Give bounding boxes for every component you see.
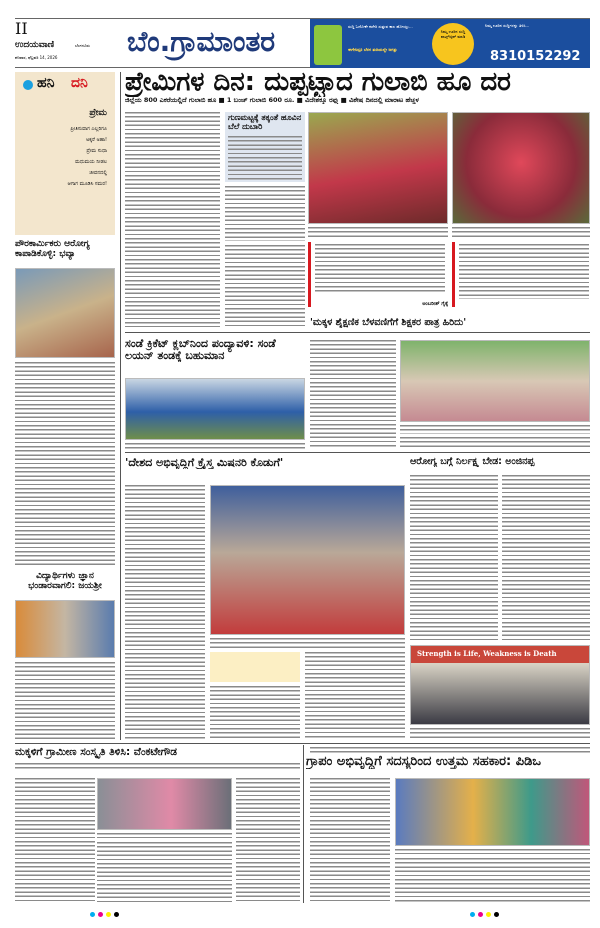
body-text [228, 136, 302, 180]
kicker [310, 747, 590, 753]
ad-line2: ಈಗೇನಿದ್ರೂ ಬೆರಳ ತುದಿಯಲ್ಲೇ ಜಗತ್ತು [348, 47, 398, 52]
photo-rose-bunch [452, 112, 590, 224]
black-dot [494, 912, 499, 917]
photo-pourakarmika [15, 268, 115, 358]
headline-culture: ಮಕ್ಕಳಿಗೆ ಗ್ರಾಮೀಣ ಸಂಸ್ಕೃತಿ ತಿಳಿಸಿ: ವೆಂಕಟೇಗೌಡ [15, 747, 177, 758]
headline-missionary: 'ದೇಶದ ಅಭಿವೃದ್ಧಿಗೆ ಕ್ರೈಸ್ತ ಮಿಷನರಿ ಕೊಡುಗೆ' [125, 457, 284, 469]
yellow-dot [106, 912, 111, 917]
hani-dani-box [15, 72, 115, 235]
quote-text [315, 244, 445, 294]
photo-students [15, 600, 115, 658]
body-text [210, 686, 300, 740]
highlight-box [210, 652, 300, 682]
page-number: II [15, 19, 28, 38]
yellow-dot [486, 912, 491, 917]
poem-line: ಆಗಾಗ ಮೂಡಿಸಿ ಸಮರ! [67, 181, 107, 187]
drop-icon [23, 80, 33, 90]
paper-name: ಉದಯವಾಣಿ [15, 40, 55, 50]
photo-women-group [395, 778, 590, 846]
photo-school-event [400, 340, 590, 422]
caption [125, 443, 305, 451]
body-text [400, 437, 590, 448]
body-text [15, 362, 115, 567]
city: ಬೆಂಗಳೂರು [75, 43, 90, 48]
box-title: ಗುಣಮಟ್ಟಕ್ಕೆ ತಕ್ಕಂತೆ ಹೂವಿನ ಬೆಲೆ ದುಬಾರಿ [228, 114, 302, 131]
black-dot [114, 912, 119, 917]
section-divider [15, 743, 590, 744]
caption [452, 227, 590, 237]
byline: ಅಂಬರೀಶ್ ಗೈಕ್ಕೆ [422, 301, 448, 307]
phone-hand-icon [314, 25, 342, 65]
poem-line: ಪ್ರೀತಿಸುವಾಗ ಎಲ್ಲರಿಗೂ [70, 126, 107, 132]
headline-students: ವಿದ್ಯಾರ್ಥಿಗಳು ಜ್ಞಾನ ಭಂಡಾರವಾಗಲಿ: ಜಯಶ್ರೀ [28, 572, 102, 591]
dani-title: ದನಿ [71, 75, 88, 91]
photo-rose-farm [308, 112, 448, 224]
caption [400, 425, 590, 434]
headline-cricket: ಸಂಡೆ ಕ್ರಿಕೆಟ್ ಕ್ಲಬ್‌ನಿಂದ ಪಂದ್ಯಾವಳಿ: ಸಂಡೆ ಲಯನ್ ತಂಡಕ್ಕೆ ಬಹುಮಾನ [125, 338, 276, 363]
body-text [15, 778, 95, 903]
body-text [305, 652, 405, 740]
quote-box [452, 242, 590, 307]
body-text [502, 475, 590, 640]
section-divider [125, 332, 590, 333]
cyan-dot [470, 912, 475, 917]
poem-line: ಮಧುಮಯ ನೀಡಲ [75, 159, 107, 165]
headline-health: ಆರೋಗ್ಯ ಬಗ್ಗೆ ನಿರ್ಲಕ್ಷ್ಯ ಬೇಡ: ಅಂಜಿನಪ್ಪ [410, 457, 535, 467]
body-text [15, 662, 115, 740]
headline-pourakarmika: ಪೌರಕಾರ್ಮಿಕರು ಆರೋಗ್ಯ ಕಾಪಾಡಿಕೊಳ್ಳಿ: ಭವ್ಯಾ [15, 240, 90, 259]
magenta-dot [98, 912, 103, 917]
masthead [15, 18, 590, 68]
caption [308, 227, 448, 237]
ad-banner [310, 19, 590, 68]
lead-subhead: ಜಿಲ್ಲೆಯ 800 ಎಕರೆಯಲ್ಲಿದೆ ಗುಲಾಬಿ ಹೂ ■ 1 ಬಂಚ್ ಗುಲಾಬಿ 600 ರೂ. ■ ವಿದೇಶಕ್ಕೂ ರಫ್ತು ■ ವಿಶೇಷ ದಿನದಲ್ಲಿ ಮಾರಾಟ ಹೆಚ್ಚಳ [125, 97, 419, 104]
body-text [125, 112, 220, 327]
body-text [395, 858, 590, 903]
magenta-dot [478, 912, 483, 917]
body-text [310, 778, 390, 903]
photo-missionary-event [210, 485, 405, 635]
body-text [225, 186, 305, 241]
poem [68, 124, 107, 190]
photo-health-talk [410, 645, 590, 725]
body-text [97, 842, 232, 903]
ad-line1: ಸುದ್ದಿ ಓದೋಕೇ ಕಚೇರಿ ಸುತ್ತುವ ಕಾಲ ಹೋಯ್ತು... [348, 24, 413, 29]
poem-line: ಜೀವನದಲ್ಲಿ [89, 170, 107, 176]
subhead [15, 763, 300, 771]
banner-text: Strength is Life, Weakness is Death [417, 649, 557, 658]
caption [97, 833, 232, 838]
section-divider [125, 452, 590, 453]
body-text [410, 475, 498, 640]
quote-text [459, 244, 589, 299]
body-text [310, 340, 396, 448]
photo-culture [97, 778, 232, 830]
headline-teachers: 'ಮಕ್ಕಳ ಶೈಕ್ಷಣಿಕ ಬೆಳವಣಿಗೆಗೆ ಶಿಕ್ಷಕರ ಪಾತ್ರ ಹಿರಿದು' [310, 318, 467, 328]
poem-line: ಪ್ರೇಮ ಸುಧಾ [86, 148, 107, 154]
photo-cricket-team [125, 378, 305, 440]
ad-phone: 8310152292 [490, 49, 581, 64]
section-title: ಬೆಂ.ಗ್ರಾಮಾಂತರ [127, 25, 276, 58]
hani-title: ಹನಿ [37, 75, 55, 91]
lead-headline: ಪ್ರೇಮಿಗಳ ದಿನ: ದುಪ್ಪಟ್ಟಾದ ಗುಲಾಬಿ ಹೂ ದರ [125, 68, 511, 97]
poem-title: ಪ್ರೇಮ [89, 108, 107, 118]
body-text [236, 778, 300, 903]
ad-bubble: ನಿಮ್ಮ ಊರಿನ ಸುದ್ದಿ ವಾಟ್ಸ್ಆ್ಯಪ್ ಮಾಡಿ [432, 23, 474, 65]
ad-right: ನಿಮ್ಮ ಊರಿನ ಸುದ್ದಿಗಳನ್ನು ತಿಳಿಸಿ... [485, 23, 530, 28]
lead-box [225, 112, 305, 182]
poem-line: ಅಕ್ಕರೆ ಅಹಾ! [86, 137, 107, 143]
body-text [125, 485, 205, 740]
quote-box [308, 242, 448, 307]
caption [410, 728, 590, 740]
cyan-dot [90, 912, 95, 917]
column-divider [303, 745, 304, 903]
headline-grampanchayat: ಗ್ರಾಪಂ ಅಭಿವೃದ್ಧಿಗೆ ಸದಸ್ಯರಿಂದ ಉತ್ತಮ ಸಹಕಾರ: ಪಿಡಿಒ [306, 755, 542, 769]
registration-marks [90, 912, 119, 917]
body-text [225, 245, 305, 327]
registration-marks [470, 912, 499, 917]
column-divider [120, 72, 121, 740]
date: ಶನಿವಾರ, ಫೆಬ್ರವರಿ 14, 2026 [15, 55, 58, 60]
caption [210, 638, 405, 648]
caption [395, 849, 590, 854]
